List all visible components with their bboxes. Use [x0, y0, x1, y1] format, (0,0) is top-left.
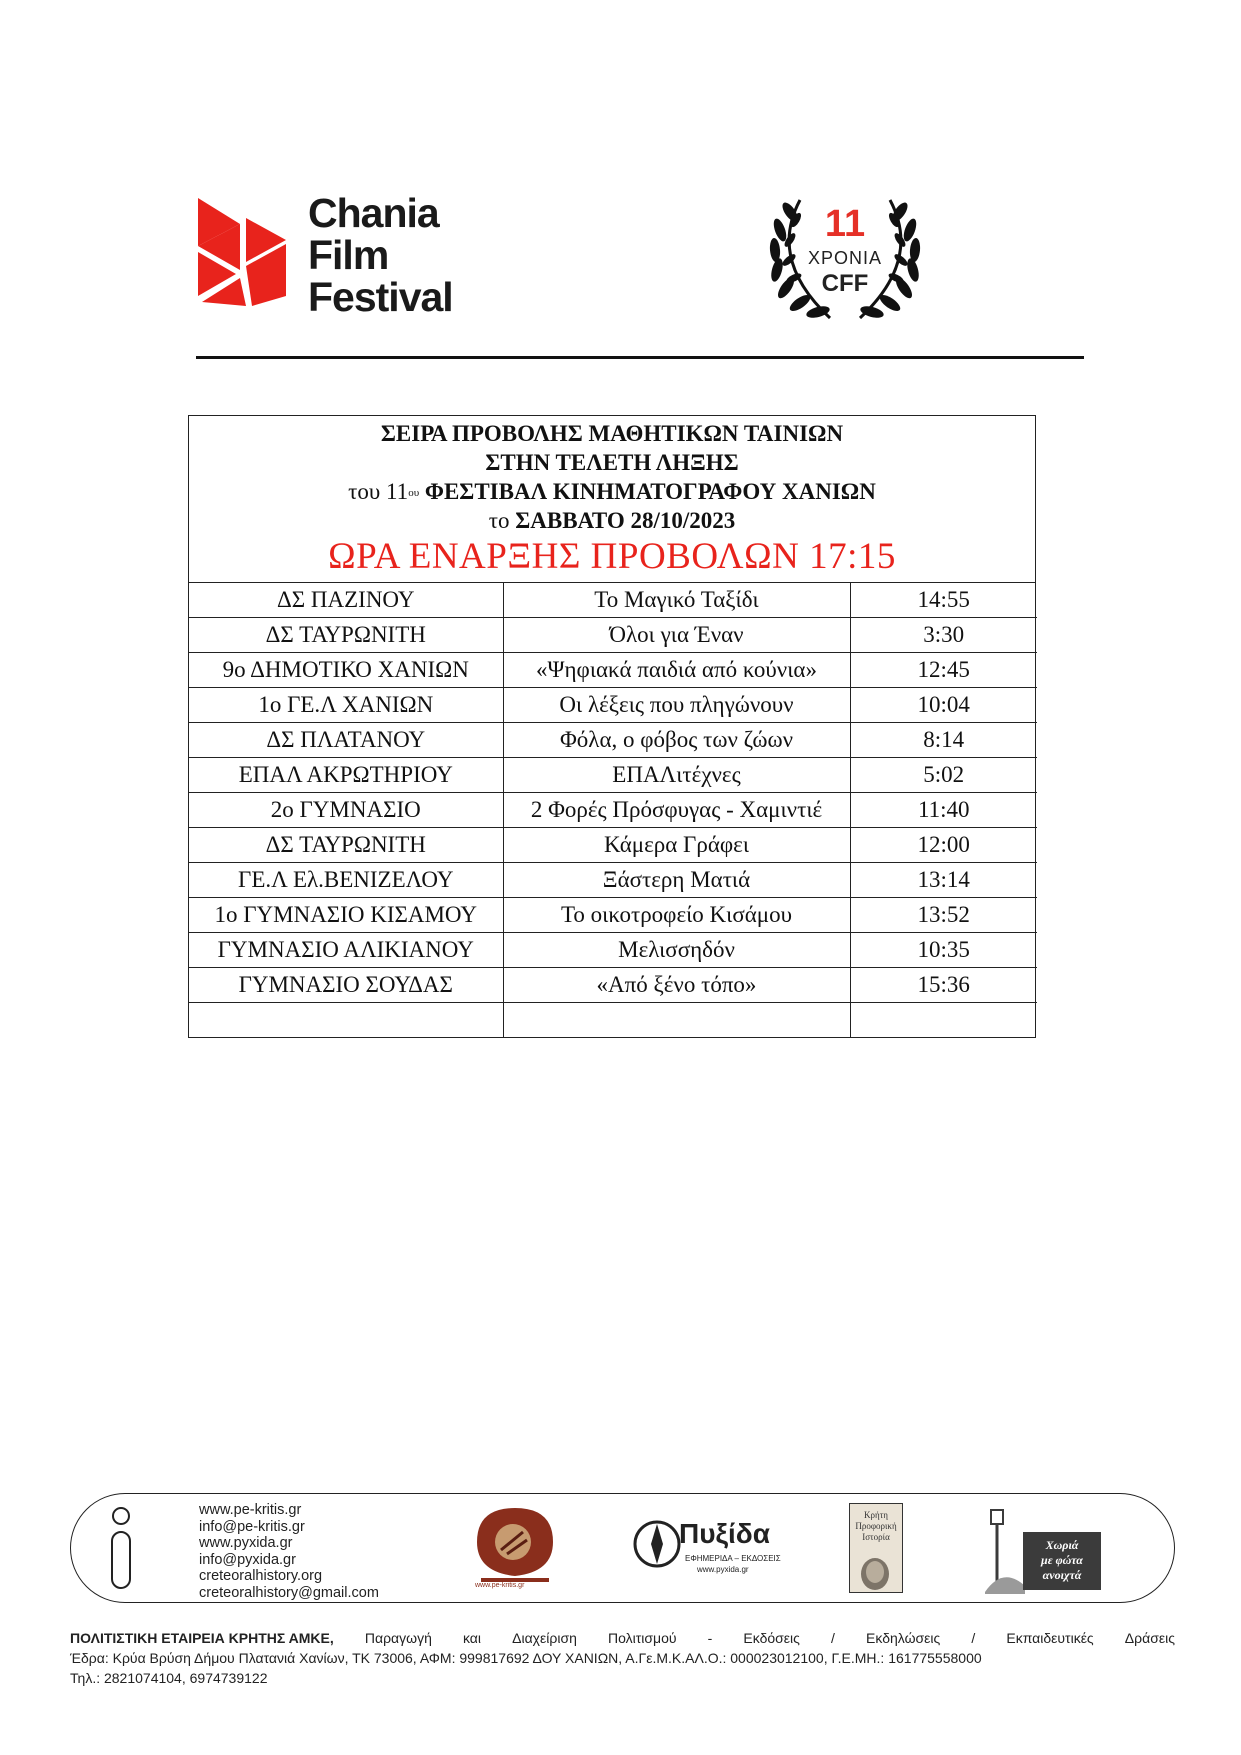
- schedule-row: [189, 583, 1037, 618]
- school-cell: 9ο ΔΗΜΟΤΙΚΟ ΧΑΝΙΩΝ: [189, 653, 503, 688]
- cff-mark-icon: [196, 196, 288, 308]
- schedule-row: [189, 898, 1037, 933]
- duration-cell: 5:02: [850, 758, 1037, 793]
- villages-caption: [1023, 1532, 1101, 1590]
- cff-word-1: Chania: [308, 190, 439, 236]
- company-activity-word: /: [971, 1630, 976, 1646]
- duration-cell: 13:52: [850, 898, 1037, 933]
- company-activity-word: Εκδηλώσεις: [866, 1630, 941, 1646]
- pyxida-compass-icon: [631, 1518, 683, 1570]
- school-cell: [189, 1003, 503, 1038]
- pyxida-name: Πυξίδα: [679, 1518, 770, 1549]
- date-line: [189, 506, 1035, 535]
- company-details: [70, 1628, 1175, 1688]
- duration-cell: 15:36: [850, 968, 1037, 1003]
- company-activity-word: Πολιτισμού: [608, 1630, 677, 1646]
- cff-word-3: Festival: [308, 274, 453, 320]
- film-title-cell: [503, 1003, 850, 1038]
- pe-kritis-url-caption: www.pe-kritis.gr: [475, 1582, 525, 1589]
- duration-cell: 10:35: [850, 933, 1037, 968]
- contact-oral-history-url[interactable]: creteoralhistory.org: [199, 1568, 323, 1584]
- crete-oral-line-3: Ιστορία: [862, 1532, 890, 1542]
- schedule-title-line-2: ΣΤΗΝ ΤΕΛΕΤΗ ΛΗΞΗΣ: [485, 450, 739, 475]
- date-prefix: το: [488, 508, 510, 533]
- anniversary-laurel-badge: [760, 190, 930, 330]
- crete-oral-history-logo: [849, 1503, 903, 1593]
- film-title-cell: Κάμερα Γράφει: [503, 828, 850, 863]
- crete-oral-line-1: Κρήτη: [863, 1510, 889, 1520]
- school-cell: ΔΣ ΤΑΥΡΩΝΙΤΗ: [189, 828, 503, 863]
- film-title-cell: Το Μαγικό Ταξίδι: [503, 583, 850, 618]
- schedule-row: [189, 968, 1037, 1003]
- festival-name: ΦΕΣΤΙΒΑΛ ΚΙΝΗΜΑΤΟΓΡΑΦΟΥ ΧΑΝΙΩΝ: [424, 479, 876, 504]
- schedule-row: [189, 618, 1037, 653]
- company-activity-word: Εκπαιδευτικές: [1006, 1630, 1094, 1646]
- schedule-row: [189, 1003, 1037, 1038]
- info-icon: [99, 1504, 143, 1592]
- schedule-row: [189, 828, 1037, 863]
- pe-kritis-logo: [467, 1502, 563, 1595]
- schedule-rows: [189, 583, 1037, 1037]
- schedule-title-line-1: ΣΕΙΡΑ ΠΡΟΒΟΛΗΣ ΜΑΘΗΤΙΚΩΝ ΤΑΙΝΙΩΝ: [380, 421, 844, 446]
- festival-ordinal-suffix: ου: [408, 487, 420, 499]
- crete-oral-line-2: Προφορική: [855, 1521, 897, 1531]
- company-name: ΠΟΛΙΤΙΣΤΙΚΗ ΕΤΑΙΡΕΙΑ ΚΡΗΤΗΣ ΑΜΚΕ,: [70, 1630, 334, 1646]
- film-title-cell: Το οικοτροφείο Κισάμου: [503, 898, 850, 933]
- company-address: Έδρα: Κρύα Βρύση Δήμου Πλατανιά Χανίων, ΤΚ 73006, ΑΦΜ: 999817692 ΔΟΥ ΧΑΝΙΩΝ, Α.Γε.Μ.Κ.ΑΛ.Ο.: 000023012100, Γ.Ε.ΜΗ.: 161775558000: [70, 1650, 982, 1666]
- schedule-header: [189, 416, 1035, 583]
- duration-cell: 8:14: [850, 723, 1037, 758]
- school-cell: ΓΕ.Λ Ελ.ΒΕΝΙΖΕΛΟΥ: [189, 863, 503, 898]
- date-text: ΣΑΒΒΑΤΟ 28/10/2023: [515, 508, 736, 533]
- schedule-row: [189, 933, 1037, 968]
- villages-line-2: με φώτα: [1041, 1553, 1083, 1567]
- school-cell: ΓΥΜΝΑΣΙΟ ΣΟΥΔΑΣ: [189, 968, 503, 1003]
- contact-pyxida-url[interactable]: www.pyxida.gr: [199, 1535, 293, 1551]
- contact-pe-kritis-email[interactable]: info@pe-kritis.gr: [199, 1518, 305, 1535]
- schedule-row: [189, 723, 1037, 758]
- company-activity-word: -: [707, 1630, 713, 1646]
- film-title-cell: Μελισσηδόν: [503, 933, 850, 968]
- duration-cell: 10:04: [850, 688, 1037, 723]
- film-title-cell: Όλοι για Έναν: [503, 618, 850, 653]
- duration-cell: 12:45: [850, 653, 1037, 688]
- cff-word-2: Film: [308, 232, 389, 278]
- company-activity-word: /: [831, 1630, 835, 1646]
- contact-oral-history-email[interactable]: creteoralhistory@gmail.com: [199, 1584, 379, 1601]
- anniversary-word: ΧΡΟΝΙΑ: [807, 248, 883, 268]
- school-cell: ΔΣ ΠΑΖΙΝΟΥ: [189, 583, 503, 618]
- duration-cell: 11:40: [850, 793, 1037, 828]
- duration-cell: 14:55: [850, 583, 1037, 618]
- company-activity-word: Δράσεις: [1124, 1630, 1175, 1646]
- film-title-cell: Φόλα, ο φόβος των ζώων: [503, 723, 850, 758]
- villages-line-3: ανοιχτά: [1042, 1568, 1082, 1582]
- duration-cell: 13:14: [850, 863, 1037, 898]
- screening-schedule: [188, 415, 1036, 1038]
- schedule-row: [189, 793, 1037, 828]
- anniversary-number: 11: [824, 203, 866, 245]
- school-cell: ΔΣ ΠΛΑΤΑΝΟΥ: [189, 723, 503, 758]
- festival-prefix: του 11: [348, 479, 409, 504]
- villages-line-1: Χωριά: [1045, 1538, 1079, 1552]
- company-phone: Τηλ.: 2821074104, 6974739122: [70, 1670, 268, 1686]
- start-time-line: ΩΡΑ ΕΝΑΡΞΗΣ ΠΡΟΒΟΛΩΝ 17:15: [328, 536, 896, 577]
- school-cell: ΓΥΜΝΑΣΙΟ ΑΛΙΚΙΑΝΟΥ: [189, 933, 503, 968]
- cff-wordmark: [308, 192, 453, 318]
- film-title-cell: Ξάστερη Ματιά: [503, 863, 850, 898]
- contact-pyxida-email[interactable]: info@pyxida.gr: [199, 1551, 296, 1568]
- schedule-row: [189, 688, 1037, 723]
- school-cell: 1ο ΓΥΜΝΑΣΙΟ ΚΙΣΑΜΟΥ: [189, 898, 503, 933]
- anniversary-abbr: CFF: [821, 270, 869, 297]
- film-title-cell: ΕΠΑΛιτέχνες: [503, 758, 850, 793]
- film-title-cell: «Ψηφιακά παιδιά από κούνια»: [503, 653, 850, 688]
- pyxida-tagline: ΕΦΗΜΕΡΙΔΑ – ΕΚΔΟΣΕΙΣ: [685, 1554, 781, 1563]
- schedule-row: [189, 653, 1037, 688]
- film-title-cell: «Από ξένο τόπο»: [503, 968, 850, 1003]
- schedule-row: [189, 863, 1037, 898]
- festival-line: [189, 477, 1035, 506]
- sponsor-info-bar: [70, 1493, 1175, 1603]
- portrait-photo-icon: [850, 1548, 900, 1592]
- school-cell: ΔΣ ΤΑΥΡΩΝΙΤΗ: [189, 618, 503, 653]
- company-line-1: [70, 1628, 1175, 1648]
- lamp-post-icon: [981, 1506, 1025, 1598]
- schedule-row: [189, 758, 1037, 793]
- pyxida-url-caption: www.pyxida.gr: [697, 1565, 749, 1574]
- company-activity-word: και: [462, 1630, 482, 1646]
- film-title-cell: 2 Φορές Πρόσφυγας - Χαμιντιέ: [503, 793, 850, 828]
- pe-kritis-emblem-icon: [467, 1502, 563, 1590]
- contact-pe-kritis-url[interactable]: www.pe-kritis.gr: [199, 1502, 302, 1518]
- company-activity-word: Εκδόσεις: [743, 1630, 800, 1646]
- duration-cell: 12:00: [850, 828, 1037, 863]
- chania-film-festival-logo: [196, 190, 496, 320]
- school-cell: 1ο ΓΕ.Λ ΧΑΝΙΩΝ: [189, 688, 503, 723]
- film-title-cell: Οι λέξεις που πληγώνουν: [503, 688, 850, 723]
- duration-cell: 3:30: [850, 618, 1037, 653]
- header-divider: [196, 356, 1084, 359]
- school-cell: ΕΠΑΛ ΑΚΡΩΤΗΡΙΟΥ: [189, 758, 503, 793]
- duration-cell: [850, 1003, 1037, 1038]
- contact-list: [199, 1502, 379, 1601]
- company-activity-word: Παραγωγή: [364, 1630, 432, 1646]
- schedule-table: [189, 583, 1037, 1037]
- school-cell: 2ο ΓΥΜΝΑΣΙΟ: [189, 793, 503, 828]
- crete-oral-history-title: [850, 1504, 902, 1543]
- company-activity-word: Διαχείριση: [512, 1630, 577, 1646]
